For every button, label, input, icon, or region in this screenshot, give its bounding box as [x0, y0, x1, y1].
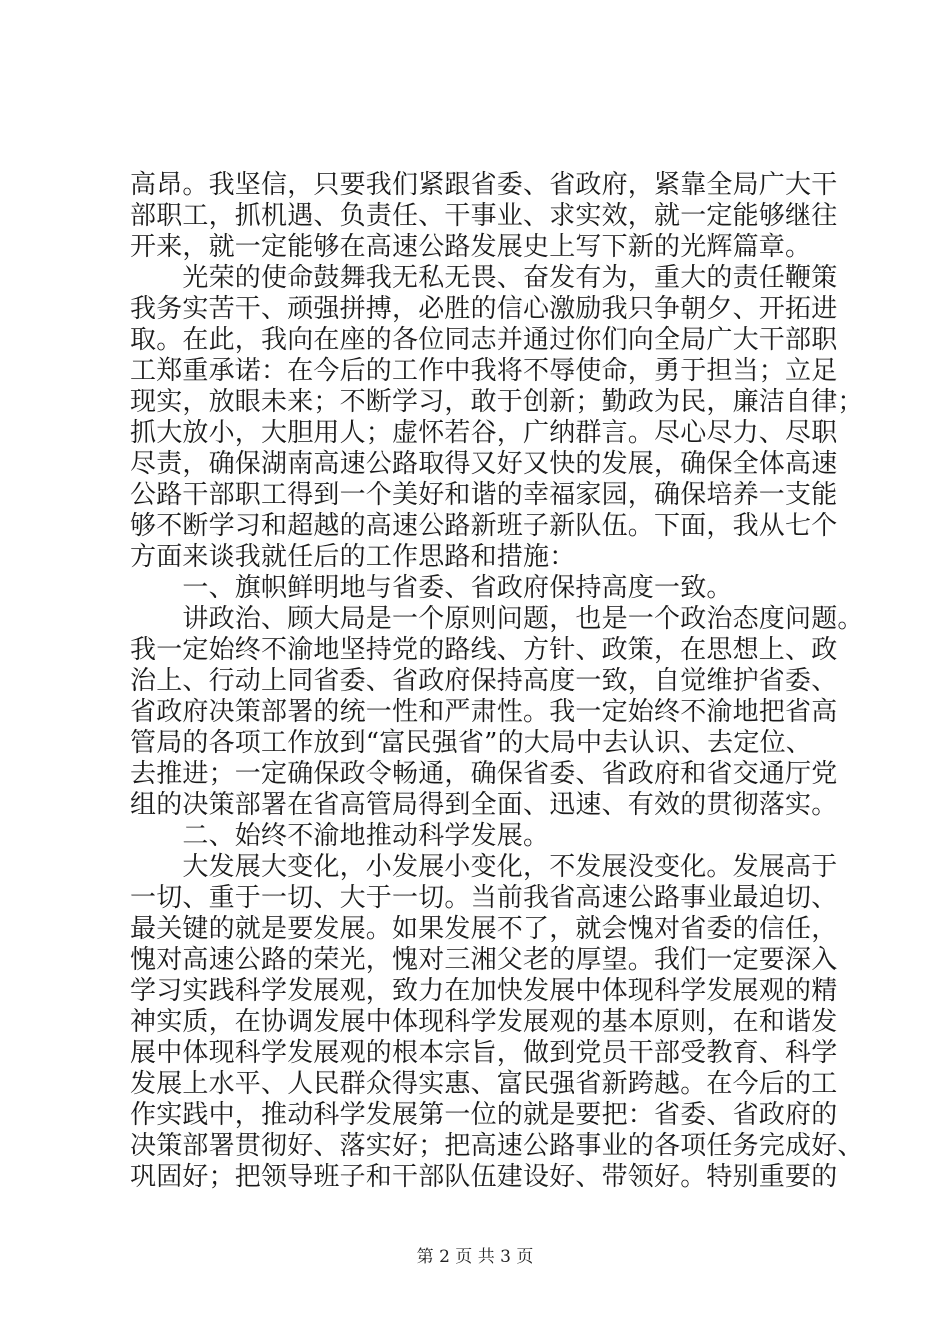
- section-heading: 一、旗帜鲜明地与省委、省政府保持高度一致。: [130, 573, 733, 603]
- text-line: 工郑重承诺：在今后的工作中我将不辱使命，勇于担当；立足: [130, 356, 838, 386]
- text-line: 开来，就一定能够在高速公路发展史上写下新的光辉篇章。: [130, 232, 812, 262]
- text-line: 一切、重于一切、大于一切。当前我省高速公路事业最迫切、: [130, 883, 838, 913]
- text-line: 抓大放小，大胆用人；虚怀若谷，广纳群言。尽心尽力、尽职: [130, 418, 838, 448]
- text-line: 组的决策部署在省高管局得到全面、迅速、有效的贯彻落实。: [130, 790, 838, 820]
- text-line: 管局的各项工作放到“富民强省”的大局中去认识、去定位、: [130, 728, 812, 758]
- text-line: 取。在此，我向在座的各位同志并通过你们向全局广大干部职: [130, 325, 838, 355]
- text-line: 发展上水平、人民群众得实惠、富民强省新跨越。在今后的工: [130, 1069, 838, 1099]
- text-line: 尽责，确保湖南高速公路取得又好又快的发展，确保全体高速: [130, 449, 838, 479]
- text-line: 公路干部职工得到一个美好和谐的幸福家园，确保培养一支能: [130, 480, 838, 510]
- text-line: 我务实苦干、顽强拼搏，必胜的信心激励我只争朝夕、开拓进: [130, 294, 838, 324]
- text-line: 去推进；一定确保政令畅通，确保省委、省政府和省交通厅党: [130, 759, 838, 789]
- text-line: 光荣的使命鼓舞我无私无畏、奋发有为，重大的责任鞭策: [130, 263, 838, 293]
- document-body: [130, 170, 864, 1193]
- text-line: 大发展大变化，小发展小变化，不发展没变化。发展高于: [130, 852, 838, 882]
- text-line: 够不断学习和超越的高速公路新班子新队伍。下面，我从七个: [130, 511, 838, 541]
- text-line: 治上、行动上同省委、省政府保持高度一致，自觉维护省委、: [130, 666, 838, 696]
- page-number-footer: 第 2 页 共 3 页: [416, 1247, 534, 1267]
- text-line: 巩固好；把领导班子和干部队伍建设好、带领好。特别重要的: [130, 1162, 838, 1192]
- text-line: 方面来谈我就任后的工作思路和措施：: [130, 542, 576, 572]
- text-line: 高昂。我坚信，只要我们紧跟省委、省政府，紧靠全局广大干: [130, 170, 838, 200]
- text-line: 讲政治、顾大局是一个原则问题，也是一个政治态度问题。: [130, 604, 864, 634]
- text-line: 展中体现科学发展观的根本宗旨，做到党员干部受教育、科学: [130, 1038, 838, 1068]
- text-line: 我一定始终不渝地坚持党的路线、方针、政策，在思想上、政: [130, 635, 838, 665]
- text-line: 神实质，在协调发展中体现科学发展观的基本原则，在和谐发: [130, 1007, 838, 1037]
- section-heading: 二、始终不渝地推动科学发展。: [130, 821, 550, 851]
- text-line: 现实，放眼未来；不断学习，敢于创新；勤政为民，廉洁自律；: [130, 387, 864, 417]
- text-line: 学习实践科学发展观，致力在加快发展中体现科学发展观的精: [130, 976, 838, 1006]
- text-line: 决策部署贯彻好、落实好；把高速公路事业的各项任务完成好、: [130, 1131, 864, 1161]
- text-line: 部职工，抓机遇、负责任、干事业、求实效，就一定能够继往: [130, 201, 838, 231]
- text-line: 愧对高速公路的荣光，愧对三湘父老的厚望。我们一定要深入: [130, 945, 838, 975]
- text-line: 作实践中，推动科学发展第一位的就是要把：省委、省政府的: [130, 1100, 838, 1130]
- text-line: 省政府决策部署的统一性和严肃性。我一定始终不渝地把省高: [130, 697, 838, 727]
- text-line: 最关键的就是要发展。如果发展不了，就会愧对省委的信任，: [130, 914, 838, 944]
